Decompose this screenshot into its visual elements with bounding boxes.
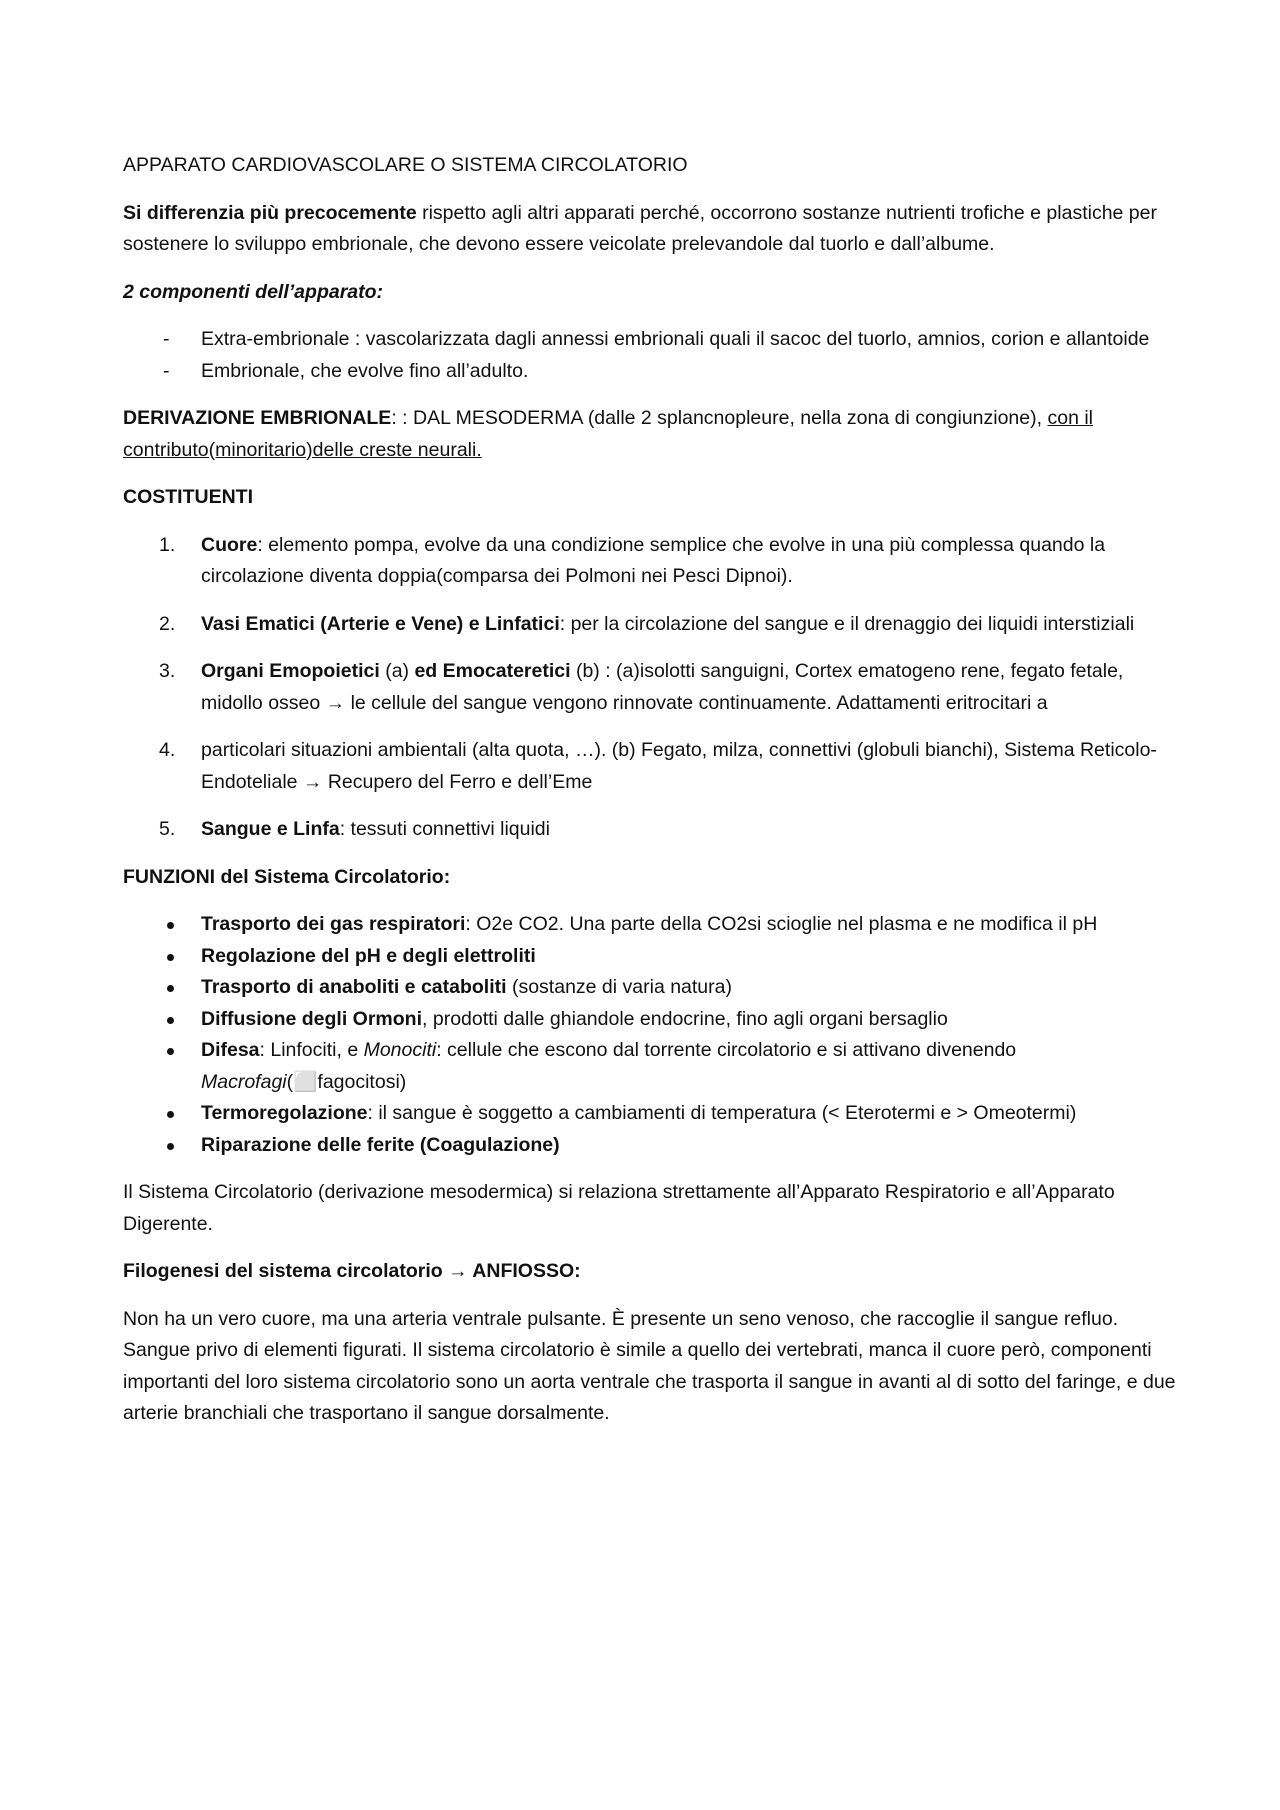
item-text: : il sangue è soggetto a cambiamenti di temperatura (< Eterotermi e > Omeotermi)	[367, 1102, 1077, 1124]
derivation-paragraph	[123, 403, 1180, 466]
relation-paragraph: Il Sistema Circolatorio (derivazione mesodermica) si relaziona strettamente all’Apparato Respiratorio e all’Apparato Digerente.	[123, 1181, 1115, 1235]
list-item	[123, 656, 1180, 719]
list-item: - Embrionale, che evolve fino all’adulto.	[123, 356, 1180, 388]
list-item	[123, 1098, 1180, 1130]
derivation-underlined: con il contributo(minoritario)delle creste neurali.	[123, 407, 1093, 461]
item-bold: Riparazione delle ferite (Coagulazione)	[201, 1133, 560, 1156]
list-item: - Extra-embrionale : vascolarizzata dagli annessi embrionali quali il sacoc del tuorlo, amnios, corion e allantoide	[123, 324, 1180, 356]
list-item	[123, 735, 1180, 798]
bullet-icon	[167, 1143, 174, 1150]
intro-paragraph	[123, 198, 1180, 261]
item-bold: Trasporto dei gas respiratori	[201, 913, 466, 935]
phylogeny-paragraph: Non ha un vero cuore, ma una arteria ventrale pulsante. È presente un seno venoso, che raccoglie il sangue refluo. Sangue privo di elementi figurati. Il sistema circolatorio è simile a quello dei vertebrati, manca il cuore però, componenti importanti del loro sistema circolatorio sono un aorta ventrale che trasporta il sangue in avanti al di sotto del faringe, e due arterie branchiali che trasportano il sangue dorsalmente.	[123, 1307, 1176, 1424]
item-bold: Sangue e Linfa	[201, 818, 340, 840]
list-item	[123, 1004, 1180, 1036]
item-bold: Cuore	[201, 533, 258, 556]
item-text: : per la circolazione del sangue e il drenaggio dei liquidi interstiziali	[559, 612, 1135, 635]
list-item	[123, 1035, 1180, 1098]
item-bold: Diffusione degli Ormoni	[201, 1007, 423, 1030]
list-item	[123, 814, 1180, 846]
item-text: : O2e CO2. Una parte della CO2si scioglie nel plasma e ne modifica il pH	[465, 913, 1098, 935]
item-italic: Monociti	[363, 1039, 437, 1061]
list-item	[123, 530, 1180, 593]
item-bold: Vasi Ematici (Arterie e Vene) e Linfatici	[201, 612, 560, 635]
item-text: : tessuti connettivi liquidi	[339, 818, 550, 840]
list-item	[123, 609, 1180, 641]
item-bold: Termoregolazione	[201, 1102, 368, 1124]
item-bold-2: ed Emocateretici	[414, 660, 571, 682]
functions-list	[123, 909, 1180, 1161]
list-item	[123, 1130, 1180, 1162]
item-number: 2.	[159, 612, 176, 635]
item-text: : Linfociti, e	[259, 1039, 364, 1061]
item-text: (sostanze di varia natura)	[506, 976, 732, 998]
item-bold: Regolazione del pH e degli elettroliti	[201, 944, 536, 967]
components-heading: 2 componenti dell’apparato:	[123, 280, 384, 303]
derivation-bold: DERIVAZIONE EMBRIONALE	[123, 407, 392, 429]
derivation-text: : : DAL MESODERMA (dalle 2 splancnopleure, nella zona di congiunzione),	[391, 407, 1048, 429]
item-number: 3.	[159, 660, 176, 682]
item-text: (a)	[379, 660, 415, 682]
bullet-icon	[167, 985, 174, 992]
intro-bold: Si differenzia più precocemente	[123, 201, 417, 224]
list-item	[123, 941, 1180, 973]
intro-text: rispetto agli altri apparati perché, occorrono sostanze nutrienti trofiche e plastiche per sostenere lo sviluppo embrionale, che devono essere veicolate prelevandole dal tuorlo e dall’albume.	[123, 201, 1157, 255]
item-number: 4.	[159, 739, 176, 761]
phylogeny-heading: Filogenesi del sistema circolatorio → ANFIOSSO:	[123, 1260, 581, 1282]
item-number: 1.	[159, 533, 176, 556]
item-bold: Organi Emopoietici	[201, 660, 380, 682]
item-text-3: (⬜fagocitosi)	[286, 1070, 407, 1093]
document-title: APPARATO CARDIOVASCOLARE O SISTEMA CIRCOLATORIO	[123, 154, 688, 176]
constituents-list	[123, 530, 1180, 846]
item-text-2: (b) : (a)isolotti sanguigni, Cortex ematogeno rene, fegato fetale, midollo osseo → le cellule del sangue vengono rinnovate continuamente. Adattamenti eritrocitari a	[201, 660, 1124, 714]
functions-heading: FUNZIONI del Sistema Circolatorio:	[123, 865, 451, 888]
bullet-icon	[167, 1111, 174, 1118]
item-number: 5.	[159, 818, 176, 840]
bullet-icon	[167, 954, 174, 961]
bullet-icon	[167, 1017, 174, 1024]
item-text: particolari situazioni ambientali (alta quota, …). (b) Fegato, milza, connettivi (globuli bianchi), Sistema Reticolo-Endoteliale → Recupero del Ferro e dell’Eme	[201, 739, 1157, 793]
components-list	[123, 324, 1180, 387]
item-text: , prodotti dalle ghiandole endocrine, fino agli organi bersaglio	[422, 1007, 948, 1030]
item-bold: Trasporto di anaboliti e cataboliti	[201, 976, 507, 998]
item-text: : elemento pompa, evolve da una condizione semplice che evolve in una più complessa quando la circolazione diventa doppia(comparsa dei Polmoni nei Pesci Dipnoi).	[201, 533, 1106, 587]
bullet-icon	[167, 1048, 174, 1055]
list-item	[123, 972, 1180, 1004]
bullet-icon	[167, 922, 174, 929]
item-bold: Difesa	[201, 1039, 260, 1061]
constituents-heading: COSTITUENTI	[123, 486, 253, 508]
list-item	[123, 909, 1180, 941]
item-text-2: : cellule che escono dal torrente circolatorio e si attivano divenendo	[436, 1039, 1017, 1061]
item-italic-2: Macrofagi	[201, 1070, 287, 1093]
